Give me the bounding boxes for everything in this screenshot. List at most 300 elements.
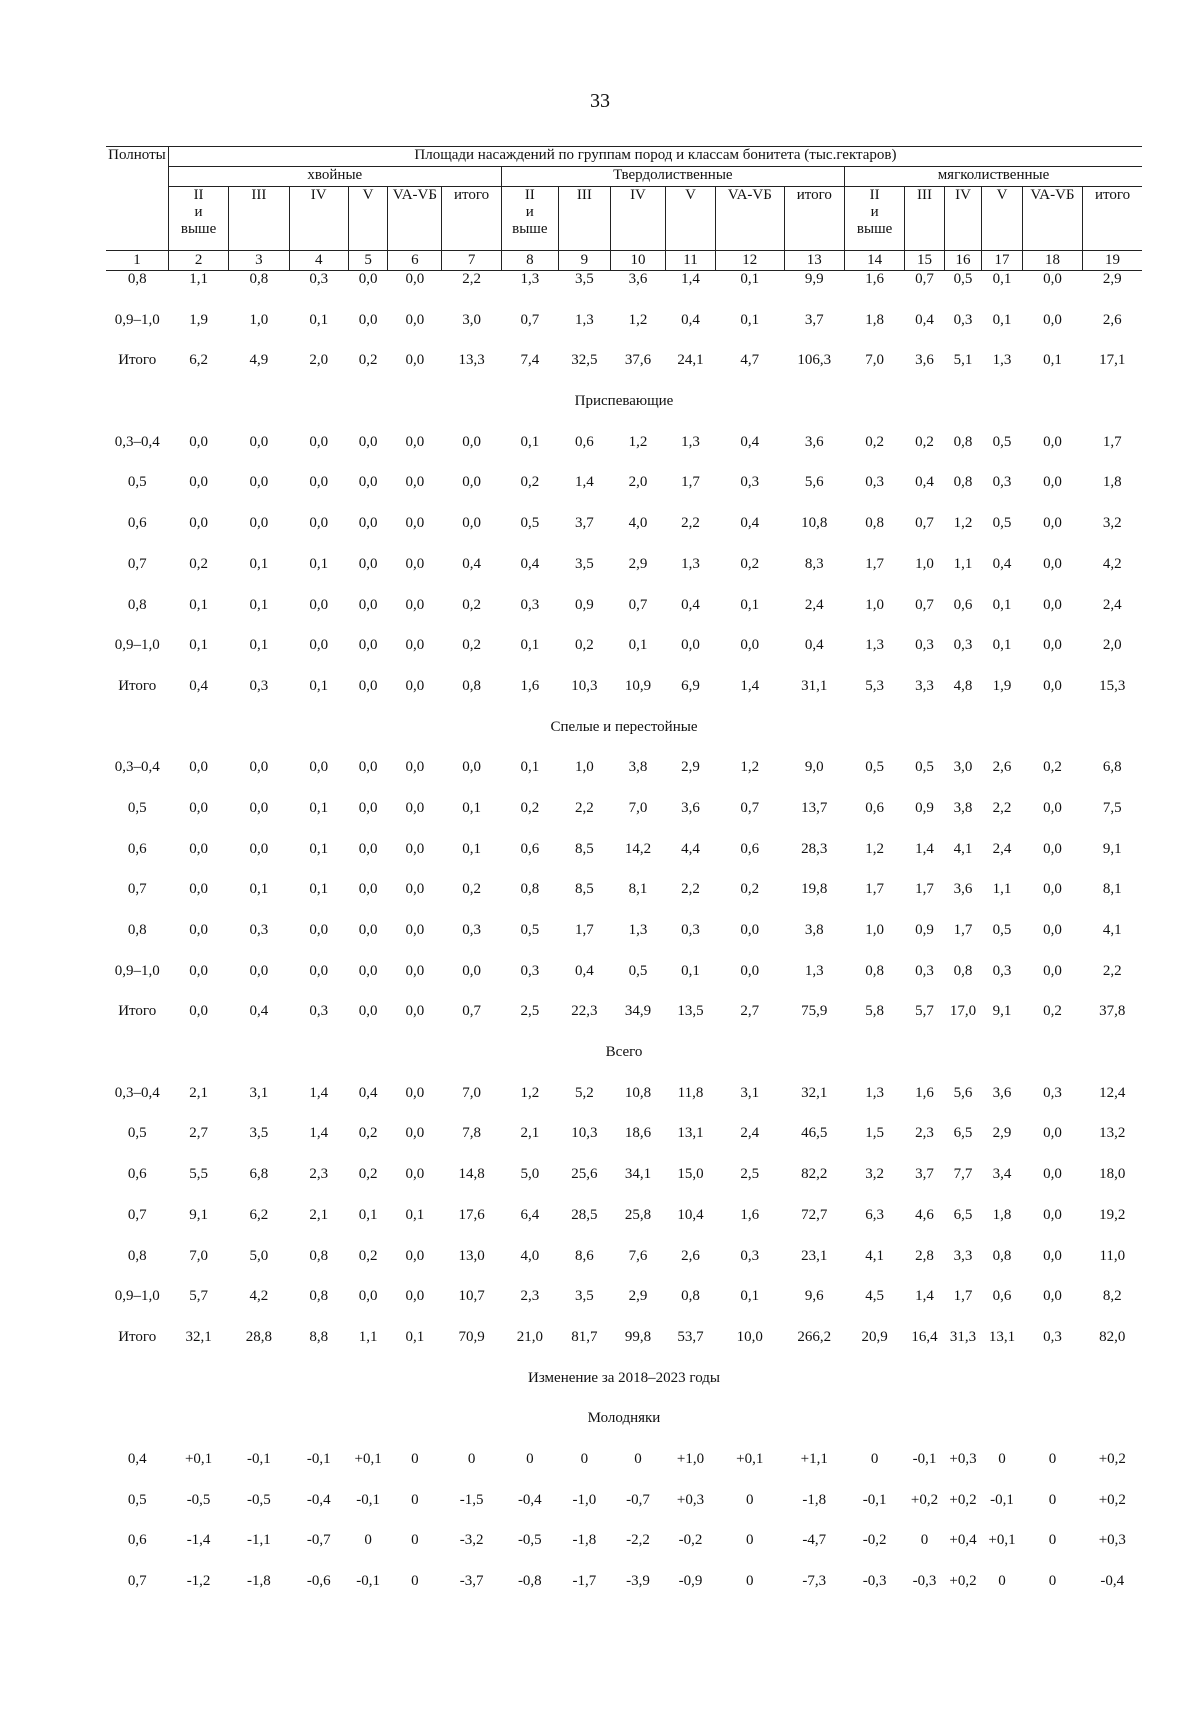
table-cell: 8,1 — [1102, 881, 1122, 898]
header-subcol-row — [106, 187, 1142, 251]
column-number: 17 — [982, 251, 1023, 271]
table-cell: 0,1 — [189, 596, 208, 613]
table-cell: 2,7 — [740, 1003, 760, 1020]
table-cell: 72,7 — [801, 1206, 828, 1223]
table-cell: -0,1 — [862, 1491, 887, 1508]
table-cell: 0 — [411, 1450, 419, 1467]
table-cell: 3,6 — [953, 881, 973, 898]
table-cell: 0,2 — [740, 881, 760, 898]
column-number: 2 — [168, 251, 228, 271]
table-cell: 0,1 — [309, 311, 329, 328]
table-cell: 0,0 — [462, 433, 481, 450]
table-cell: 2,9 — [628, 555, 648, 572]
table-cell: 1,4 — [575, 474, 594, 491]
table-cell: 0,3 — [992, 474, 1012, 491]
table-cell: 8,3 — [804, 555, 824, 572]
table-cell: 0 — [1048, 1450, 1057, 1467]
table-cell: 1,7 — [915, 881, 934, 898]
row-label: 0,8 — [127, 271, 147, 287]
table-row — [106, 678, 1142, 719]
table-cell: 0 — [1048, 1532, 1057, 1549]
table-cell: 5,8 — [865, 1003, 884, 1020]
table-cell: -0,3 — [862, 1573, 887, 1589]
table-cell: 0,0 — [405, 637, 425, 654]
table-cell: 1,2 — [520, 1084, 540, 1101]
table-cell: 1,3 — [628, 922, 648, 938]
table-cell: 0,0 — [405, 922, 425, 938]
column-number: 13 — [784, 251, 844, 271]
table-cell: 0,7 — [628, 596, 648, 613]
header-group: хвойные — [168, 167, 501, 187]
table-cell: 0,0 — [1043, 1288, 1062, 1305]
table-cell: 0,3 — [992, 962, 1012, 979]
table-cell: 0,1 — [992, 637, 1012, 654]
table-cell: 0,0 — [189, 474, 208, 491]
forest-area-table — [106, 146, 1142, 1614]
table-cell: -4,7 — [802, 1532, 827, 1549]
table-cell: 7,0 — [865, 352, 884, 369]
column-number: 1 — [106, 251, 168, 271]
table-cell: 0,0 — [1043, 881, 1062, 898]
table-cell: 0,1 — [520, 433, 540, 450]
table-cell: 5,0 — [249, 1247, 269, 1264]
table-cell: 0,0 — [358, 555, 378, 572]
table-cell: 0,2 — [915, 433, 934, 450]
table-cell: 0,6 — [865, 799, 884, 816]
table-cell: 11,0 — [1099, 1247, 1126, 1264]
table-cell: 0,3 — [249, 677, 269, 694]
row-label: Итого — [118, 352, 157, 369]
table-cell: 5,7 — [189, 1288, 208, 1305]
row-label: 0,7 — [127, 881, 147, 898]
table-cell: 0,0 — [405, 677, 425, 694]
row-label: 0,3–0,4 — [114, 759, 160, 776]
table-cell: 0 — [411, 1491, 419, 1508]
table-cell: -0,1 — [356, 1491, 380, 1508]
table-cell: -1,7 — [572, 1573, 597, 1589]
table-cell: 2,7 — [189, 1125, 208, 1142]
table-cell: 1,6 — [915, 1084, 934, 1101]
table-cell: 5,1 — [953, 352, 973, 369]
table-cell: 0,5 — [992, 922, 1012, 938]
table-cell: 1,4 — [915, 840, 934, 857]
table-cell: 0,0 — [189, 1003, 208, 1020]
table-cell: 32,1 — [801, 1084, 828, 1101]
table-cell: 24,1 — [677, 352, 704, 369]
column-number: 15 — [905, 251, 945, 271]
table-cell: 32,1 — [185, 1328, 212, 1345]
table-cell: 19,8 — [801, 881, 828, 898]
row-label: 0,5 — [127, 1491, 147, 1508]
table-cell: 0,0 — [309, 474, 329, 491]
column-number: 4 — [289, 251, 348, 271]
table-cell: 0,0 — [1043, 962, 1062, 979]
table-cell: 0,2 — [358, 1166, 378, 1183]
table-cell: 0,5 — [915, 759, 934, 776]
table-cell: 0,8 — [953, 474, 973, 491]
table-cell: +0,2 — [1098, 1450, 1126, 1467]
table-cell: 0 — [998, 1573, 1006, 1589]
table-cell: 0,1 — [520, 759, 540, 776]
table-cell: 0,7 — [520, 311, 540, 328]
table-cell: 2,2 — [681, 881, 700, 898]
table-cell: 3,5 — [575, 271, 594, 287]
table-cell: 0,0 — [1043, 637, 1062, 654]
table-row — [106, 1451, 1142, 1492]
table-cell: +0,1 — [354, 1450, 382, 1467]
column-number: 6 — [388, 251, 442, 271]
section-heading-row — [106, 393, 1142, 434]
table-cell: 1,7 — [575, 922, 594, 938]
table-cell: 0,0 — [1043, 1125, 1062, 1142]
table-cell: 0,0 — [358, 433, 378, 450]
table-cell: 4,5 — [865, 1288, 884, 1305]
table-cell: 0 — [526, 1450, 534, 1467]
table-cell: 7,7 — [953, 1166, 973, 1183]
table-cell: 0,4 — [740, 433, 760, 450]
table-row — [106, 352, 1142, 393]
table-cell: 5,0 — [520, 1166, 540, 1183]
table-cell: 2,4 — [740, 1125, 760, 1142]
table-cell: 0,0 — [740, 637, 760, 654]
table-cell: 0,8 — [953, 433, 973, 450]
header-subcol: II и выше — [844, 187, 904, 251]
column-number: 18 — [1022, 251, 1082, 271]
table-cell: -0,4 — [517, 1491, 542, 1508]
table-row — [106, 1125, 1142, 1166]
row-label: 0,9–1,0 — [114, 1288, 160, 1305]
table-cell: 0,4 — [915, 311, 934, 328]
table-cell: 0,1 — [740, 1288, 760, 1305]
table-cell: 1,1 — [953, 555, 973, 572]
table-row — [106, 556, 1142, 597]
table-cell: 1,7 — [865, 881, 884, 898]
table-cell: 0 — [467, 1450, 476, 1467]
section-heading-row — [106, 1370, 1142, 1411]
table-cell: 0,0 — [405, 759, 425, 776]
table-cell: 1,7 — [1102, 433, 1122, 450]
table-cell: 3,6 — [681, 799, 700, 816]
header-subcol: II и выше — [501, 187, 558, 251]
table-cell: 0,0 — [405, 1247, 425, 1264]
table-cell: 18,6 — [624, 1125, 652, 1142]
table-cell: 22,3 — [571, 1003, 598, 1020]
header-group: мягколиственные — [844, 167, 1142, 187]
table-cell: 0,2 — [189, 555, 208, 572]
table-cell: 6,5 — [953, 1125, 973, 1142]
table-cell: 3,0 — [953, 759, 973, 776]
table-cell: 1,3 — [520, 271, 540, 287]
table-cell: 4,7 — [740, 352, 760, 369]
table-cell: 0,2 — [740, 555, 760, 572]
table-cell: 2,9 — [992, 1125, 1012, 1142]
table-cell: 1,7 — [953, 922, 973, 938]
table-cell: 0,1 — [1043, 352, 1062, 369]
table-cell: 10,8 — [801, 515, 828, 532]
table-cell: 9,6 — [804, 1288, 824, 1305]
table-cell: 4,1 — [865, 1247, 884, 1264]
table-cell: 19,2 — [1099, 1206, 1126, 1223]
table-cell: 0,3 — [953, 637, 973, 654]
table-cell: 0 — [580, 1450, 589, 1467]
table-cell: 0,0 — [249, 474, 269, 491]
table-cell: 0,1 — [358, 1206, 378, 1223]
table-cell: 28,5 — [571, 1206, 598, 1223]
header-number-row — [106, 251, 1142, 271]
table-cell: 4,1 — [953, 840, 973, 857]
table-cell: 5,7 — [915, 1003, 934, 1020]
table-cell: 0,0 — [358, 881, 378, 898]
table-cell: 0,4 — [358, 1084, 378, 1101]
table-cell: 8,8 — [309, 1328, 329, 1345]
table-cell: 3,5 — [575, 555, 594, 572]
table-cell: 34,1 — [624, 1166, 652, 1183]
table-cell: 0,2 — [865, 433, 884, 450]
table-cell: 2,9 — [681, 759, 700, 776]
table-cell: 15,0 — [677, 1166, 704, 1183]
table-cell: +0,2 — [1098, 1491, 1126, 1508]
table-cell: 0,6 — [520, 840, 540, 857]
table-cell: -1,8 — [572, 1532, 597, 1549]
row-label: 0,6 — [127, 515, 147, 532]
header-main-title: Площади насаждений по группам пород и классам бонитета (тыс.гектаров) — [168, 147, 1142, 167]
header-subcol: VA-VБ — [715, 187, 784, 251]
table-cell: 5,2 — [575, 1084, 594, 1101]
table-cell: 0,3 — [520, 596, 540, 613]
table-cell: 0,5 — [865, 759, 884, 776]
table-cell: 0,0 — [405, 1084, 425, 1101]
table-cell: 0,1 — [309, 555, 329, 572]
table-cell: -2,2 — [626, 1532, 650, 1549]
table-cell: 0 — [746, 1573, 754, 1589]
section-heading: Приспевающие — [574, 393, 674, 410]
table-cell: 0,0 — [1043, 1166, 1062, 1183]
row-label: 0,7 — [127, 1573, 147, 1589]
table-cell: 31,1 — [801, 677, 828, 694]
table-cell: 4,2 — [249, 1288, 269, 1305]
header-subcol: итого — [784, 187, 844, 251]
table-cell: -1,8 — [247, 1573, 271, 1589]
table-cell: 0,0 — [358, 677, 378, 694]
table-cell: 2,3 — [309, 1166, 329, 1183]
table-row — [106, 1085, 1142, 1126]
table-cell: 28,3 — [801, 840, 828, 857]
table-cell: 0,0 — [189, 515, 208, 532]
table-cell: 0,0 — [358, 596, 378, 613]
table-cell: 2,0 — [309, 352, 329, 369]
row-label: 0,3–0,4 — [114, 433, 160, 450]
table-cell: 106,3 — [797, 352, 832, 369]
table-row — [106, 312, 1142, 353]
table-cell: 0 — [411, 1573, 419, 1589]
table-cell: 0,3 — [681, 922, 700, 938]
table-cell: 0 — [364, 1532, 372, 1549]
table-cell: -0,1 — [912, 1450, 937, 1467]
table-cell: +0,3 — [949, 1450, 977, 1467]
table-cell: 23,1 — [801, 1247, 828, 1264]
table-row — [106, 1207, 1142, 1248]
table-cell: 1,3 — [992, 352, 1012, 369]
table-cell: 10,7 — [458, 1288, 485, 1305]
table-cell: -0,5 — [186, 1491, 211, 1508]
header-group-row — [106, 167, 1142, 187]
table-cell: +0,4 — [949, 1532, 977, 1549]
table-cell: 0,4 — [681, 311, 700, 328]
column-number: 7 — [442, 251, 501, 271]
table-cell: 13,2 — [1099, 1125, 1126, 1142]
table-cell: 1,0 — [249, 311, 269, 328]
table-cell: 0,3 — [249, 922, 269, 938]
table-cell: 0,5 — [520, 515, 540, 532]
table-cell: +1,1 — [800, 1450, 828, 1467]
table-cell: 15,3 — [1099, 677, 1126, 694]
table-cell: 0 — [998, 1450, 1006, 1467]
table-cell: 2,2 — [575, 799, 594, 816]
table-cell: 0,1 — [628, 637, 648, 654]
section-heading: Всего — [605, 1044, 643, 1061]
table-cell: 0,0 — [1043, 1247, 1062, 1264]
table-cell: 13,1 — [988, 1328, 1016, 1345]
section-heading: Изменение за 2018–2023 годы — [528, 1369, 720, 1386]
table-cell: 0,1 — [249, 596, 269, 613]
row-label: 0,8 — [127, 596, 147, 613]
table-cell: 2,6 — [992, 759, 1012, 776]
table-row — [106, 515, 1142, 556]
table-cell: 0,8 — [249, 271, 269, 287]
table-row — [106, 474, 1142, 515]
table-cell: 0,1 — [405, 1206, 425, 1223]
table-cell: 14,2 — [624, 840, 652, 857]
table-cell: 7,0 — [189, 1247, 208, 1264]
table-cell: 0,2 — [462, 637, 481, 654]
header-subcol: итого — [1083, 187, 1142, 251]
header-title-row — [106, 147, 1142, 167]
table-cell: 1,6 — [865, 271, 884, 287]
table-cell: 13,7 — [801, 799, 828, 816]
table-cell: 0,0 — [358, 922, 378, 938]
table-row — [106, 922, 1142, 963]
table-cell: 70,9 — [458, 1328, 485, 1345]
table-cell: 0 — [1048, 1573, 1057, 1589]
table-cell: 0,3 — [740, 474, 760, 491]
table-cell: 0,4 — [681, 596, 700, 613]
header-subcol: III — [229, 187, 289, 251]
table-cell: 0,4 — [520, 555, 540, 572]
table-cell: 8,2 — [1102, 1288, 1122, 1305]
table-cell: 2,1 — [520, 1125, 540, 1142]
row-label: Итого — [118, 1328, 157, 1345]
table-cell: 20,9 — [861, 1328, 888, 1345]
table-cell: 3,8 — [804, 922, 824, 938]
table-cell: 75,9 — [801, 1003, 828, 1020]
table-cell: +0,1 — [988, 1532, 1016, 1549]
table-cell: 0,0 — [405, 352, 425, 369]
table-row — [106, 800, 1142, 841]
table-cell: -7,3 — [802, 1573, 827, 1589]
table-cell: 0,0 — [405, 1003, 425, 1020]
table-cell: 5,6 — [804, 474, 824, 491]
table-cell: 37,6 — [624, 352, 652, 369]
table-cell: 0,4 — [249, 1003, 269, 1020]
table-cell: 1,4 — [740, 677, 760, 694]
table-row — [106, 271, 1142, 312]
table-cell: -0,6 — [306, 1573, 331, 1589]
table-cell: -3,7 — [459, 1573, 484, 1589]
table-cell: -0,1 — [990, 1491, 1014, 1508]
table-cell: 99,8 — [624, 1328, 652, 1345]
table-cell: 0,0 — [462, 962, 481, 979]
table-cell: 2,1 — [189, 1084, 208, 1101]
table-cell: 53,7 — [677, 1328, 704, 1345]
header-subcol: III — [558, 187, 610, 251]
table-cell: 0,0 — [462, 759, 481, 776]
table-cell: 0,0 — [189, 840, 208, 857]
table-cell: 25,6 — [571, 1166, 598, 1183]
table-cell: 0,6 — [575, 433, 594, 450]
table-cell: 0,3 — [1043, 1328, 1062, 1345]
section-heading-row — [106, 1410, 1142, 1451]
table-cell: 0,0 — [1043, 311, 1062, 328]
table-cell: +0,3 — [676, 1491, 705, 1508]
table-cell: 0,5 — [628, 962, 648, 979]
table-cell: 2,1 — [309, 1206, 329, 1223]
table-cell: -0,7 — [306, 1532, 331, 1549]
table-cell: 0,0 — [309, 759, 329, 776]
table-cell: 3,5 — [575, 1288, 594, 1305]
table-cell: 2,2 — [462, 271, 481, 287]
table-cell: 17,1 — [1099, 352, 1126, 369]
table-cell: 2,4 — [992, 840, 1012, 857]
table-cell: 0,1 — [309, 840, 329, 857]
table-cell: 1,8 — [992, 1206, 1012, 1223]
table-cell: 0,0 — [405, 840, 425, 857]
table-cell: 0,0 — [249, 759, 269, 776]
table-cell: 0,0 — [1043, 596, 1062, 613]
table-cell: 0,0 — [1043, 922, 1062, 938]
table-cell: 0,0 — [249, 515, 269, 532]
table-cell: 28,8 — [245, 1328, 273, 1345]
row-label: 0,6 — [127, 1166, 147, 1183]
table-cell: -1,8 — [802, 1491, 827, 1508]
row-label: 0,6 — [127, 1532, 147, 1549]
table-cell: 17,0 — [949, 1003, 977, 1020]
header-subcol: III — [905, 187, 945, 251]
table-cell: 0,2 — [358, 352, 378, 369]
table-cell: 1,3 — [681, 555, 700, 572]
table-cell: 0,1 — [249, 881, 269, 898]
header-subcol: IV — [289, 187, 348, 251]
table-cell: 0,0 — [405, 474, 425, 491]
table-cell: 0,0 — [1043, 271, 1062, 287]
table-row — [106, 1248, 1142, 1289]
table-cell: 2,0 — [628, 474, 648, 491]
table-cell: 0,0 — [358, 271, 378, 287]
table-cell: 0 — [411, 1532, 419, 1549]
table-cell: 0,7 — [915, 271, 934, 287]
table-cell: 0,2 — [520, 799, 540, 816]
table-cell: 9,1 — [1102, 840, 1122, 857]
table-cell: 7,0 — [628, 799, 648, 816]
table-cell: 1,6 — [740, 1206, 760, 1223]
table-cell: +0,2 — [949, 1573, 977, 1589]
table-cell: 0 — [920, 1532, 929, 1549]
section-heading: Молодняки — [587, 1410, 661, 1427]
table-cell: -0,2 — [678, 1532, 703, 1549]
table-cell: 0 — [634, 1450, 642, 1467]
table-cell: 0,0 — [405, 1166, 425, 1183]
table-cell: 1,4 — [915, 1288, 934, 1305]
table-cell: 0,8 — [992, 1247, 1012, 1264]
